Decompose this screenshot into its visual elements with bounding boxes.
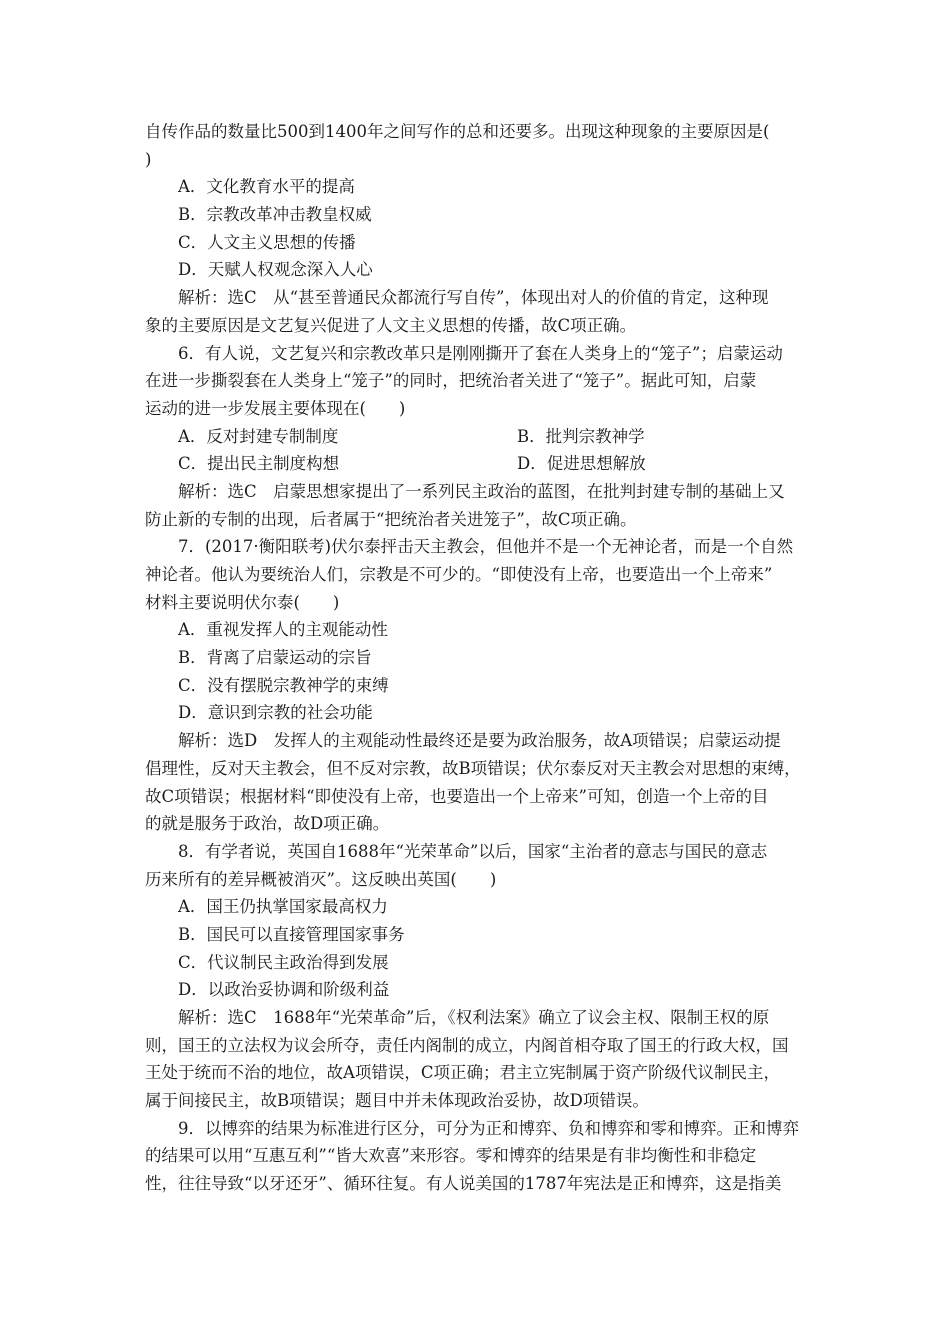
text-line: A．重视发挥人的主观能动性 <box>178 620 388 640</box>
text-line: 的结果可以用“互惠互利”“皆大欢喜”来形容。零和博弈的结果是有非均衡性和非稳定 <box>145 1146 757 1166</box>
text-line: 解析：选C 启蒙思想家提出了一系列民主政治的蓝图，在批判封建专制的基础上又 <box>178 481 785 501</box>
text-line: D．意识到宗教的社会功能 <box>178 703 373 723</box>
text-line: 神论者。他认为要统治人们，宗教是不可少的。“即使没有上帝，也要造出一个上帝来” <box>145 565 773 584</box>
text-line: 历来所有的差异概被消灭”。这反映出英国( ) <box>145 869 497 889</box>
text-line: B．国民可以直接管理国家事务 <box>178 924 405 944</box>
text-line: 6．有人说，文艺复兴和宗教改革只是刚刚撕开了套在人类身上的“笼子”；启蒙运动 <box>178 343 783 363</box>
option-row <box>145 450 813 478</box>
option-row <box>145 423 813 451</box>
text-line: C．代议制民主政治得到发展 <box>178 952 389 972</box>
text-line: B．背离了启蒙运动的宗旨 <box>178 648 372 668</box>
text-line: B．宗教改革冲击教皇权威 <box>178 205 372 225</box>
text-line: 在进一步撕裂套在人类身上“笼子”的同时，把统治者关进了“笼子”。据此可知，启蒙 <box>145 371 757 391</box>
text-line: 材料主要说明伏尔泰( ) <box>145 592 340 612</box>
text-line: 王处于统而不治的地位，故A项错误，C项正确；君主立宪制属于资产阶级代议制民主， <box>145 1063 781 1083</box>
text-line: 倡理性，反对天主教会，但不反对宗教，故B项错误；伏尔泰反对天主教会对思想的束缚， <box>145 758 801 778</box>
document-page <box>145 118 813 1198</box>
text-line: 解析：选C 1688年“光荣革命”后，《权利法案》确立了议会主权、限制王权的原 <box>178 1008 770 1027</box>
text-line: 性，往往导致“以牙还牙”、循环往复。有人说美国的1787年宪法是正和博弈，这是指美 <box>145 1174 782 1194</box>
text-line: D．天赋人权观念深入人心 <box>178 260 373 280</box>
text-line: 9．以博弈的结果为标准进行区分，可分为正和博弈、负和博弈和零和博弈。正和博弈 <box>178 1118 799 1138</box>
text-line: 自传作品的数量比500到1400年之间写作的总和还要多。出现这种现象的主要原因是( <box>145 122 770 141</box>
text-line: 的就是服务于政治，故D项正确。 <box>145 814 390 834</box>
option-text: D．促进思想解放 <box>517 454 646 474</box>
text-line: 7．(2017·衡阳联考)伏尔泰抨击天主教会，但他并不是一个无神论者，而是一个自然 <box>178 537 794 557</box>
text-line: C．人文主义思想的传播 <box>178 232 356 252</box>
option-text: B．批判宗教神学 <box>517 426 645 446</box>
text-line: A．文化教育水平的提高 <box>178 177 355 197</box>
text-line: D．以政治妥协调和阶级利益 <box>178 980 390 1000</box>
text-line: 运动的进一步发展主要体现在( ) <box>145 398 406 418</box>
text-line: 属于间接民主，故B项错误；题目中并未体现政治妥协，故D项错误。 <box>145 1091 649 1111</box>
text-line: 解析：选C 从“甚至普通民众都流行写自传”，体现出对人的价值的肯定，这种现 <box>178 288 769 308</box>
text-line: 则，国王的立法权为议会所夺，责任内阁制的成立，内阁首相夺取了国王的行政大权，国 <box>145 1035 789 1055</box>
option-text: A．反对封建专制制度 <box>178 426 339 446</box>
text-line: 故C项错误；根据材料“即使没有上帝，也要造出一个上帝来”可知，创造一个上帝的目 <box>145 786 769 806</box>
text-line: 象的主要原因是文艺复兴促进了人文主义思想的传播，故C项正确。 <box>145 315 637 335</box>
text-line: A．国王仍执掌国家最高权力 <box>178 897 388 917</box>
text-line: C．没有摆脱宗教神学的束缚 <box>178 675 389 695</box>
text-line: 解析：选D 发挥人的主观能动性最终还是要为政治服务，故A项错误；启蒙运动提 <box>178 731 781 751</box>
text-line: 防止新的专制的出现，后者属于“把统治者关进笼子”，故C项正确。 <box>145 509 637 529</box>
text-line: ) <box>145 149 152 169</box>
text-line: 8．有学者说，英国自1688年“光荣革命”以后，国家“主治者的意志与国民的意志 <box>178 841 768 861</box>
option-text: C．提出民主制度构想 <box>178 454 340 474</box>
